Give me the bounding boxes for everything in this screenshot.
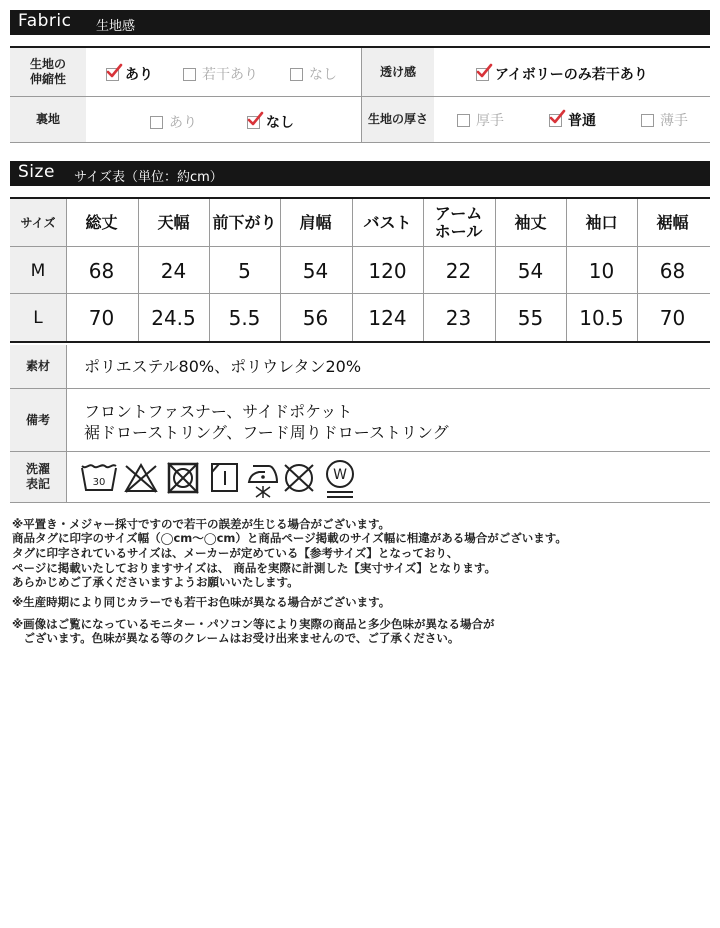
footnote-1: ※平置き・メジャー採寸ですので若干の誤差が生じる場合がございます。 (12, 517, 391, 531)
fabric-bottom-rule (10, 142, 710, 143)
notes-line-1: フロントファスナー、サイドポケット (84, 402, 353, 421)
checkbox-icon (290, 68, 303, 81)
size-table-bottom-rule (10, 341, 710, 343)
thickness-label: 生地の厚さ (367, 112, 428, 126)
fabric-section-header (10, 10, 710, 35)
size-cell: 5.5 (228, 305, 261, 330)
column-header: バスト (363, 212, 412, 232)
checkbox-icon (150, 116, 163, 129)
size-cell: 124 (368, 305, 407, 330)
fabric-subtitle: 生地感 (96, 19, 136, 34)
size-cell: 23 (445, 305, 472, 330)
size-cell: 70 (659, 305, 686, 330)
material-value: ポリエステル80%、ポリウレタン20% (84, 357, 362, 376)
column-header: 袖丈 (514, 212, 547, 232)
divider (10, 451, 710, 452)
lining-label: 裏地 (35, 112, 60, 126)
footnote-2: 商品タグに印字のサイズ幅（◯cm〜◯cm）と商品ページ掲載のサイズ幅に相違がある場合がございます。 (12, 531, 567, 545)
stretch-option-yes[interactable]: あり (106, 64, 153, 84)
wet-clean-icon (322, 458, 358, 500)
size-cell: 54 (517, 258, 544, 283)
thickness-option-thick[interactable]: 厚手 (457, 110, 504, 130)
size-cell: 24.5 (151, 305, 196, 330)
checkbox-checked-icon (106, 68, 119, 81)
checkbox-checked-icon (476, 68, 489, 81)
size-cell: 56 (302, 305, 329, 330)
care-label: 洗濯 表記 (25, 462, 50, 491)
size-cell: 54 (302, 258, 329, 283)
lining-option-yes[interactable]: あり (150, 112, 197, 132)
column-header: 天幅 (157, 212, 190, 232)
size-row-label: L (33, 307, 43, 328)
size-cell: 68 (659, 258, 686, 283)
svg-text:30: 30 (92, 477, 106, 488)
size-cell: 10.5 (579, 305, 624, 330)
no-tumble-dry-icon (165, 461, 201, 495)
fabric-title: Fabric (18, 11, 72, 31)
size-cell: 22 (445, 258, 472, 283)
size-corner-label: サイズ (20, 215, 56, 230)
size-row-label: M (30, 260, 46, 281)
line-dry-shade-icon (209, 461, 241, 495)
stretch-option-slight[interactable]: 若干あり (183, 64, 258, 84)
lining-option-no[interactable]: なし (247, 112, 294, 132)
divider (66, 345, 67, 502)
column-header: アーム ホール (434, 203, 483, 241)
column-header: 前下がり (212, 212, 277, 232)
checkbox-checked-icon (247, 116, 260, 129)
footnote-6: ※生産時期により同じカラーでも若干お色味が異なる場合がございます。 (12, 595, 391, 609)
column-header: 裾幅 (656, 212, 689, 232)
size-cell: 24 (160, 258, 187, 283)
checkbox-icon (457, 114, 470, 127)
notes-label: 備考 (25, 412, 50, 427)
checkbox-checked-icon (549, 114, 562, 127)
size-cell: 5 (238, 258, 251, 283)
fabric-top-rule (10, 46, 710, 48)
divider (10, 388, 710, 389)
footnote-3: タグに印字されているサイズは、メーカーが定めている【参考サイズ】となっており、 (12, 546, 459, 560)
svg-text:W: W (333, 467, 347, 483)
size-cell: 70 (88, 305, 115, 330)
column-header: 肩幅 (299, 212, 332, 232)
checkbox-icon (641, 114, 654, 127)
low-iron-icon (245, 460, 281, 500)
thickness-option-thin[interactable]: 薄手 (641, 110, 688, 130)
no-dry-clean-icon (281, 460, 317, 496)
size-subtitle: サイズ表（単位：約cm） (74, 170, 223, 185)
wash-30-icon (80, 460, 118, 496)
divider (10, 502, 710, 503)
checkbox-icon (183, 68, 196, 81)
no-bleach-icon (123, 461, 159, 495)
size-cell: 120 (368, 258, 407, 283)
notes-line-2: 裾ドローストリング、フード周りドローストリング (84, 423, 449, 442)
column-header: 袖口 (585, 212, 618, 232)
size-cell: 55 (517, 305, 544, 330)
size-cell: 10 (588, 258, 615, 283)
stretch-option-none[interactable]: なし (290, 64, 337, 84)
material-label: 素材 (25, 359, 50, 373)
footnote-4: ページに掲載いたしておりますサイズは、 商品を実際に計測した【実寸サイズ】となります。 (12, 561, 497, 575)
stretch-label: 生地の 伸縮性 (29, 57, 66, 86)
column-header: 総丈 (85, 212, 118, 232)
footnote-5: あらかじめご了承くださいますようお願いいたします。 (12, 575, 299, 589)
size-section-header (10, 161, 710, 186)
footnote-7: ※画像はご覧になっているモニター・パソコン等により実際の商品と多少色味が異なる場合が (12, 617, 495, 631)
divider (10, 96, 710, 97)
transparency-option-ivory[interactable]: アイボリーのみ若干あり (476, 64, 648, 84)
footnote-8: ございます。色味が異なる等のクレームはお受け出来ませんので、ご了承ください。 (12, 631, 460, 645)
size-title: Size (18, 162, 55, 182)
transparency-label: 透け感 (379, 64, 416, 79)
thickness-option-normal[interactable]: 普通 (549, 110, 596, 130)
size-cell: 68 (88, 258, 115, 283)
